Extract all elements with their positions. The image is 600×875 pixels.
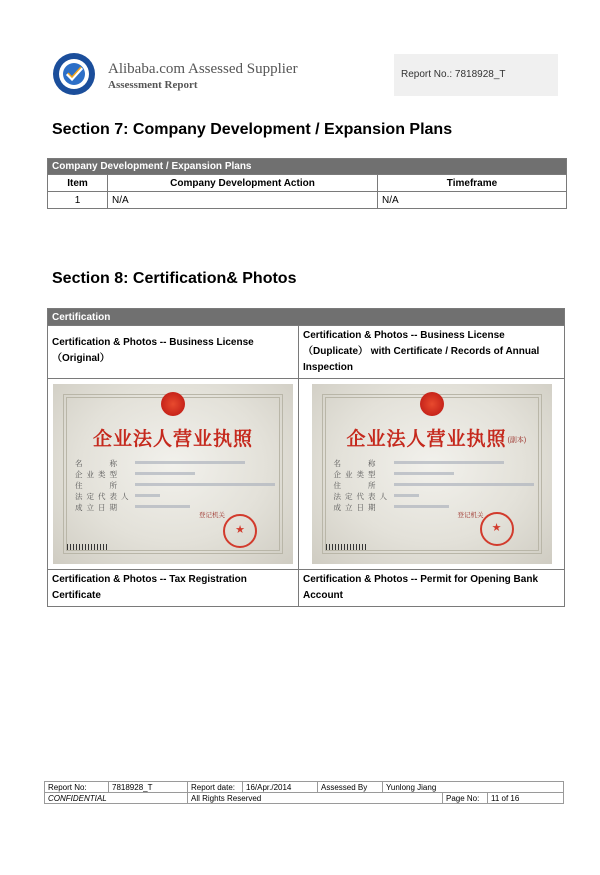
certificate-field-representative: 法定代表人 <box>75 492 133 501</box>
footer-report-date: 16/Apr./2014 <box>243 782 318 793</box>
cell-action: N/A <box>108 192 378 209</box>
certificate-field-address: 住 所 <box>75 481 121 490</box>
section-8-title: Section 8: Certification& Photos <box>52 270 297 287</box>
footer-assessed-by: Yunlong Jiang <box>383 782 564 793</box>
footer-report-no: 7818928_T <box>109 782 188 793</box>
report-number: Report No.: 7818928_T <box>401 69 506 80</box>
certificate-field-type: 企业类型 <box>333 470 380 479</box>
certificate-title: 企业法人营业执照 <box>346 428 507 450</box>
assessed-supplier-badge-icon <box>52 52 96 96</box>
barcode-icon <box>326 544 366 550</box>
column-header-timeframe: Timeframe <box>378 175 567 192</box>
caption-bank-account-permit: Certification & Photos -- Permit for Opening Bank Account <box>299 570 565 607</box>
photo-cell-original <box>48 379 299 570</box>
photo-cell-duplicate <box>299 379 565 570</box>
certificate-field-name: 名 称 <box>333 459 380 468</box>
table-row <box>48 192 567 209</box>
certificate-field-date: 成立日期 <box>333 503 380 512</box>
brand-title: Alibaba.com Assessed Supplier <box>108 61 298 77</box>
barcode-icon <box>67 544 107 550</box>
brand-subtitle: Assessment Report <box>108 79 198 91</box>
caption-tax-registration: Certification & Photos -- Tax Registration Certificate <box>48 570 299 607</box>
red-seal-icon: ★ <box>223 514 257 548</box>
footer-report-date-label: Report date: <box>188 782 243 793</box>
cell-item: 1 <box>48 192 108 209</box>
certificate-field-name: 名 称 <box>75 459 121 468</box>
cell-timeframe: N/A <box>378 192 567 209</box>
certification-table <box>47 308 565 607</box>
certificate-field-type: 企业类型 <box>75 470 121 479</box>
column-header-item: Item <box>48 175 108 192</box>
column-header-action: Company Development Action <box>108 175 378 192</box>
certificate-authority: 登记机关 <box>457 512 484 519</box>
footer-rights: All Rights Reserved <box>188 793 443 804</box>
development-plans-table <box>47 158 567 209</box>
footer-page-no-label: Page No: <box>443 793 488 804</box>
business-license-duplicate-photo <box>312 384 552 564</box>
certificate-title: 企业法人营业执照 <box>92 428 253 450</box>
red-seal-icon: ★ <box>480 512 514 546</box>
national-emblem-icon <box>161 392 185 416</box>
certificate-field-address: 住 所 <box>333 481 380 490</box>
footer-report-no-label: Report No: <box>45 782 109 793</box>
section-7-title: Section 7: Company Development / Expansion Plans <box>52 121 453 138</box>
certificate-authority: 登记机关 <box>199 512 225 519</box>
footer-confidential: CONFIDENTIAL <box>45 793 188 804</box>
certificate-field-representative: 法定代表人 <box>333 492 391 501</box>
caption-business-license-duplicate: Certification & Photos -- Business License （Duplicate） with Certificate / Records of Annual Inspection <box>299 326 565 379</box>
national-emblem-icon <box>420 392 444 416</box>
footer-page-no: 11 of 16 <box>488 793 564 804</box>
report-number-box <box>394 54 558 96</box>
duplicate-mark: (副本) <box>507 437 527 444</box>
certificate-field-date: 成立日期 <box>75 503 121 512</box>
business-license-original-photo <box>53 384 293 564</box>
development-plans-table-title: Company Development / Expansion Plans <box>48 159 567 175</box>
footer-assessed-by-label: Assessed By <box>318 782 383 793</box>
page-footer <box>44 781 564 804</box>
caption-business-license-original: Certification & Photos -- Business License （Original） <box>48 326 299 379</box>
certification-table-title: Certification <box>48 309 565 326</box>
